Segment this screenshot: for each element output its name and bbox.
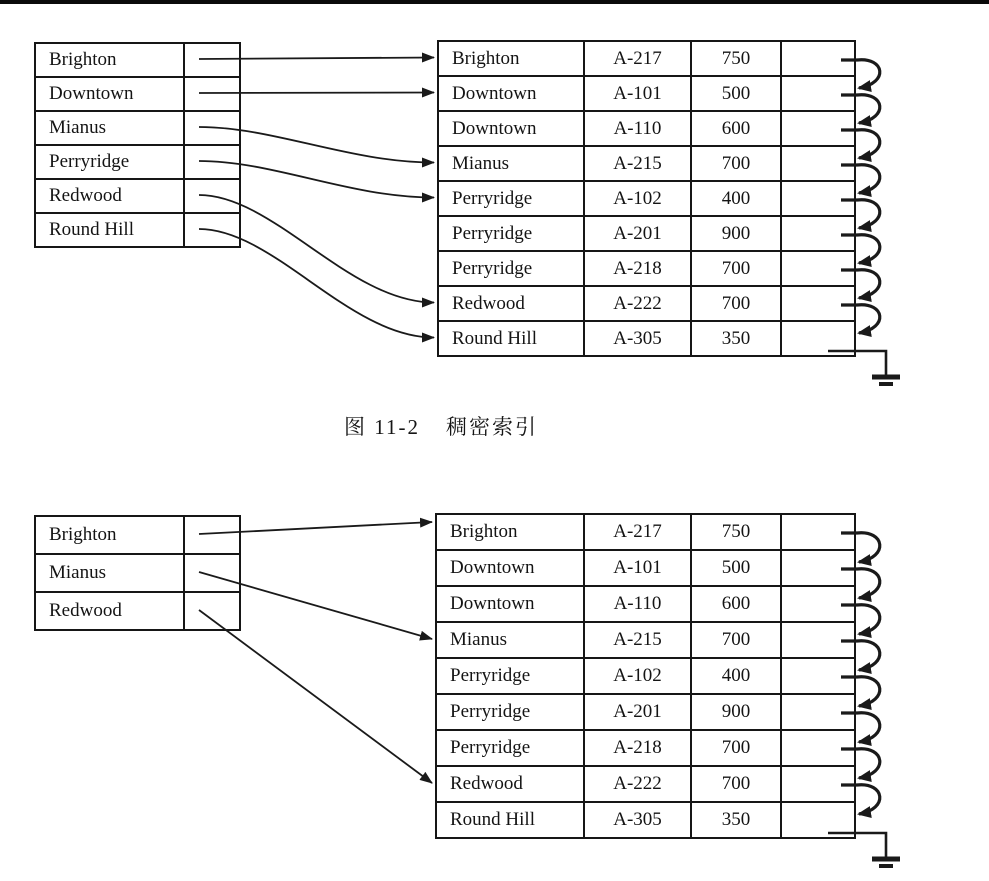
balance-cell: 350 [691, 802, 781, 838]
account-number-cell: A-215 [584, 622, 691, 658]
record-row [436, 802, 855, 838]
branch-name-cell: Brighton [438, 41, 584, 76]
index-pointer-cell [184, 111, 240, 145]
record-row [438, 321, 855, 356]
index-entry-row [35, 179, 240, 213]
record-pointer-cell [781, 550, 855, 586]
scan-edge-artifact [0, 0, 989, 4]
branch-name-cell: Perryridge [438, 181, 584, 216]
balance-cell: 900 [691, 216, 781, 251]
account-number-cell: A-102 [584, 181, 691, 216]
branch-name-cell: Perryridge [438, 251, 584, 286]
record-row [438, 216, 855, 251]
record-pointer-cell [781, 802, 855, 838]
index-entry-row [35, 111, 240, 145]
index-entry-row [35, 43, 240, 77]
record-row [438, 251, 855, 286]
index-pointer-cell [184, 179, 240, 213]
account-number-cell: A-201 [584, 216, 691, 251]
figure-title: 稠密索引 [445, 415, 538, 439]
balance-cell: 700 [691, 766, 781, 802]
index-key-cell: Redwood [35, 179, 184, 213]
index-pointer-cell [184, 145, 240, 179]
record-pointer-cell [781, 76, 855, 111]
record-pointer-cell [781, 216, 855, 251]
account-number-cell: A-217 [584, 514, 691, 550]
balance-cell: 900 [691, 694, 781, 730]
record-pointer-cell [781, 251, 855, 286]
index-key-cell: Brighton [35, 516, 184, 554]
balance-cell: 700 [691, 251, 781, 286]
record-row [436, 694, 855, 730]
branch-name-cell: Perryridge [436, 658, 584, 694]
record-row [436, 622, 855, 658]
record-pointer-cell [781, 622, 855, 658]
record-pointer-cell [781, 586, 855, 622]
record-row [436, 586, 855, 622]
branch-name-cell: Downtown [438, 76, 584, 111]
account-number-cell: A-215 [584, 146, 691, 181]
branch-name-cell: Round Hill [436, 802, 584, 838]
record-pointer-cell [781, 514, 855, 550]
record-pointer-cell [781, 286, 855, 321]
index-pointer-cell [184, 516, 240, 554]
index-key-cell: Perryridge [35, 145, 184, 179]
index-entry-row [35, 554, 240, 592]
index-key-cell: Round Hill [35, 213, 184, 247]
balance-cell: 500 [691, 550, 781, 586]
record-pointer-cell [781, 321, 855, 356]
dense-index-table [34, 42, 241, 248]
account-number-cell: A-101 [584, 76, 691, 111]
branch-name-cell: Brighton [436, 514, 584, 550]
index-pointer-cell [184, 592, 240, 630]
balance-cell: 600 [691, 111, 781, 146]
index-key-cell: Redwood [35, 592, 184, 630]
balance-cell: 700 [691, 146, 781, 181]
balance-cell: 750 [691, 514, 781, 550]
balance-cell: 400 [691, 658, 781, 694]
record-row [438, 146, 855, 181]
balance-cell: 400 [691, 181, 781, 216]
record-row [436, 550, 855, 586]
record-row [436, 730, 855, 766]
account-number-cell: A-217 [584, 41, 691, 76]
sparse-index-file-table [435, 513, 856, 839]
index-entry-row [35, 213, 240, 247]
account-number-cell: A-305 [584, 802, 691, 838]
record-pointer-cell [781, 146, 855, 181]
branch-name-cell: Redwood [438, 286, 584, 321]
branch-name-cell: Perryridge [438, 216, 584, 251]
index-block [34, 42, 241, 248]
branch-name-cell: Redwood [436, 766, 584, 802]
index-entry-row [35, 592, 240, 630]
balance-cell: 750 [691, 41, 781, 76]
account-number-cell: A-305 [584, 321, 691, 356]
account-number-cell: A-222 [584, 766, 691, 802]
branch-name-cell: Round Hill [438, 321, 584, 356]
record-pointer-cell [781, 181, 855, 216]
index-pointer-cell [184, 77, 240, 111]
index-pointer-cell [184, 554, 240, 592]
branch-name-cell: Downtown [438, 111, 584, 146]
sequential-file-block [435, 513, 856, 839]
balance-cell: 700 [691, 286, 781, 321]
record-pointer-cell [781, 730, 855, 766]
branch-name-cell: Mianus [438, 146, 584, 181]
figure-caption [344, 411, 664, 441]
account-number-cell: A-101 [584, 550, 691, 586]
index-entry-row [35, 145, 240, 179]
index-key-cell: Brighton [35, 43, 184, 77]
record-row [438, 111, 855, 146]
record-row [438, 41, 855, 76]
index-entry-row [35, 516, 240, 554]
balance-cell: 700 [691, 622, 781, 658]
record-row [438, 76, 855, 111]
branch-name-cell: Perryridge [436, 694, 584, 730]
balance-cell: 700 [691, 730, 781, 766]
record-pointer-cell [781, 694, 855, 730]
account-number-cell: A-218 [584, 730, 691, 766]
dense-index-file-table [437, 40, 856, 357]
index-pointer-cell [184, 213, 240, 247]
account-number-cell: A-222 [584, 286, 691, 321]
balance-cell: 350 [691, 321, 781, 356]
record-pointer-cell [781, 658, 855, 694]
index-key-cell: Mianus [35, 554, 184, 592]
record-pointer-cell [781, 111, 855, 146]
figure-number: 图 11-2 [344, 415, 420, 439]
index-pointer-cell [184, 43, 240, 77]
account-number-cell: A-110 [584, 111, 691, 146]
account-number-cell: A-218 [584, 251, 691, 286]
balance-cell: 500 [691, 76, 781, 111]
index-key-cell: Downtown [35, 77, 184, 111]
index-key-cell: Mianus [35, 111, 184, 145]
index-entry-row [35, 77, 240, 111]
sequential-file-block [437, 40, 856, 357]
record-row [436, 658, 855, 694]
record-row [436, 514, 855, 550]
record-row [436, 766, 855, 802]
branch-name-cell: Downtown [436, 586, 584, 622]
account-number-cell: A-102 [584, 658, 691, 694]
index-block [34, 515, 241, 631]
branch-name-cell: Perryridge [436, 730, 584, 766]
account-number-cell: A-110 [584, 586, 691, 622]
record-row [438, 286, 855, 321]
branch-name-cell: Mianus [436, 622, 584, 658]
balance-cell: 600 [691, 586, 781, 622]
index-arrow [199, 610, 432, 783]
sparse-index-table [34, 515, 241, 631]
account-number-cell: A-201 [584, 694, 691, 730]
record-row [438, 181, 855, 216]
record-pointer-cell [781, 41, 855, 76]
branch-name-cell: Downtown [436, 550, 584, 586]
record-pointer-cell [781, 766, 855, 802]
